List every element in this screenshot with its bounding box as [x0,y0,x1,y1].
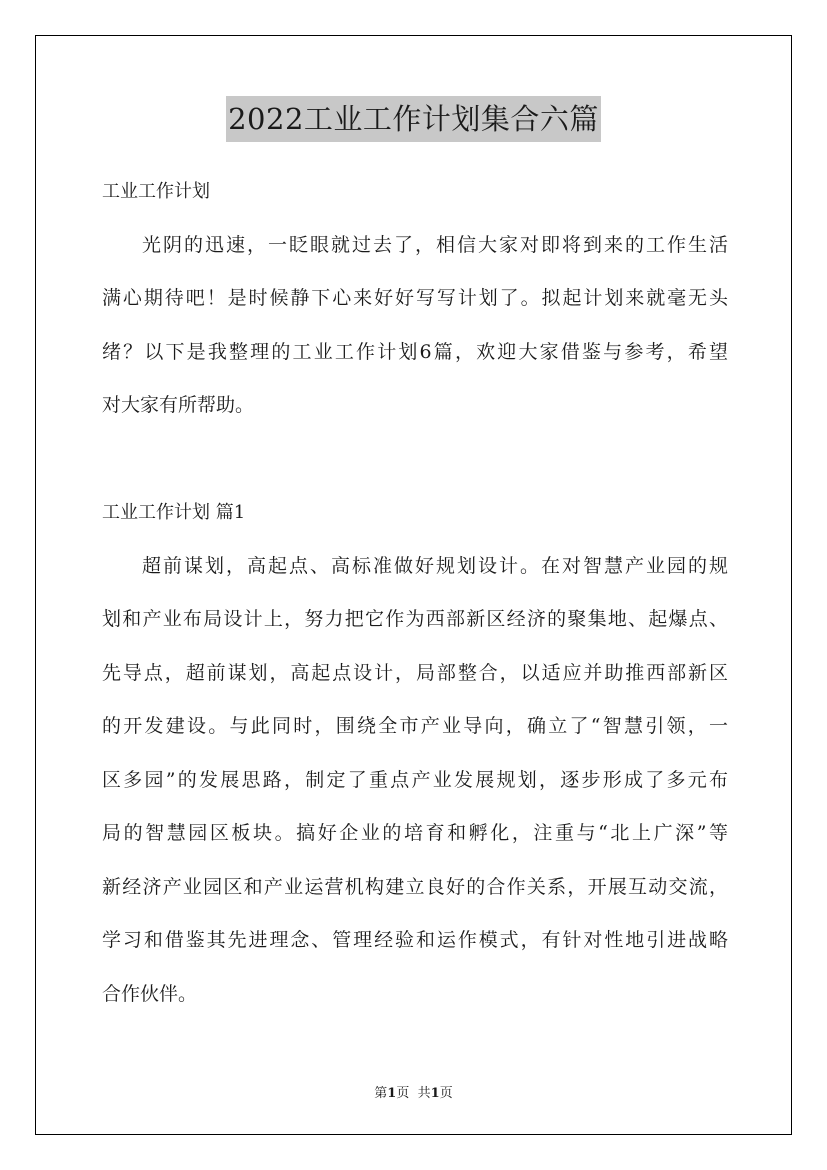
section-1-paragraph [102,540,728,1022]
intro-paragraph [102,219,728,433]
paragraph-line: 学习和借鉴其先进理念、管理经验和运作模式，有针对性地引进战略 [102,929,728,951]
paragraph-line: 局的智慧园区板块。搞好企业的培育和孵化，注重与“北上广深”等 [102,822,728,844]
document-title: 2022工业工作计划集合六篇 [226,96,601,142]
title-wrap [0,96,827,142]
paragraph-line: 绪？以下是我整理的工业工作计划6篇，欢迎大家借鉴与参考，希望 [102,340,728,363]
paragraph-line: 划和产业布局设计上，努力把它作为西部新区经济的聚集地、起爆点、 [102,608,728,630]
paragraph-line: 合作伙伴。 [102,982,198,1005]
footer-total-suffix: 页 [439,1086,453,1101]
footer-total-prefix: 共 [417,1086,431,1101]
section-1-heading: 工业工作计划 篇1 [102,502,246,523]
document-body [102,165,728,1021]
paragraph-line: 的开发建设。与此同时，围绕全市产业导向，确立了“智慧引领，一 [102,715,728,737]
intro-heading: 工业工作计划 [102,181,210,202]
page-footer [0,1082,827,1101]
paragraph-line: 先导点，超前谋划，高起点设计，局部整合，以适应并助推西部新区 [102,661,728,684]
footer-page-suffix: 页 [396,1086,410,1101]
paragraph-line: 满心期待吧！是时候静下心来好好写写计划了。拟起计划来就毫无头 [102,287,728,309]
blank-line [102,433,728,487]
footer-total-number: 1 [430,1086,440,1101]
paragraph-line: 对大家有所帮助。 [102,394,255,416]
paragraph-line: 光阴的迅速，一眨眼就过去了，相信大家对即将到来的工作生活 [142,233,728,256]
paragraph-line: 超前谋划，高起点、高标准做好规划设计。在对智慧产业园的规 [142,554,728,577]
footer-page-prefix: 第 [374,1086,388,1101]
footer-page-number: 1 [387,1086,397,1101]
paragraph-line: 新经济产业园区和产业运营机构建立良好的合作关系，开展互动交流， [102,875,728,898]
paragraph-line: 区多园”的发展思路，制定了重点产业发展规划，逐步形成了多元布 [102,768,728,791]
